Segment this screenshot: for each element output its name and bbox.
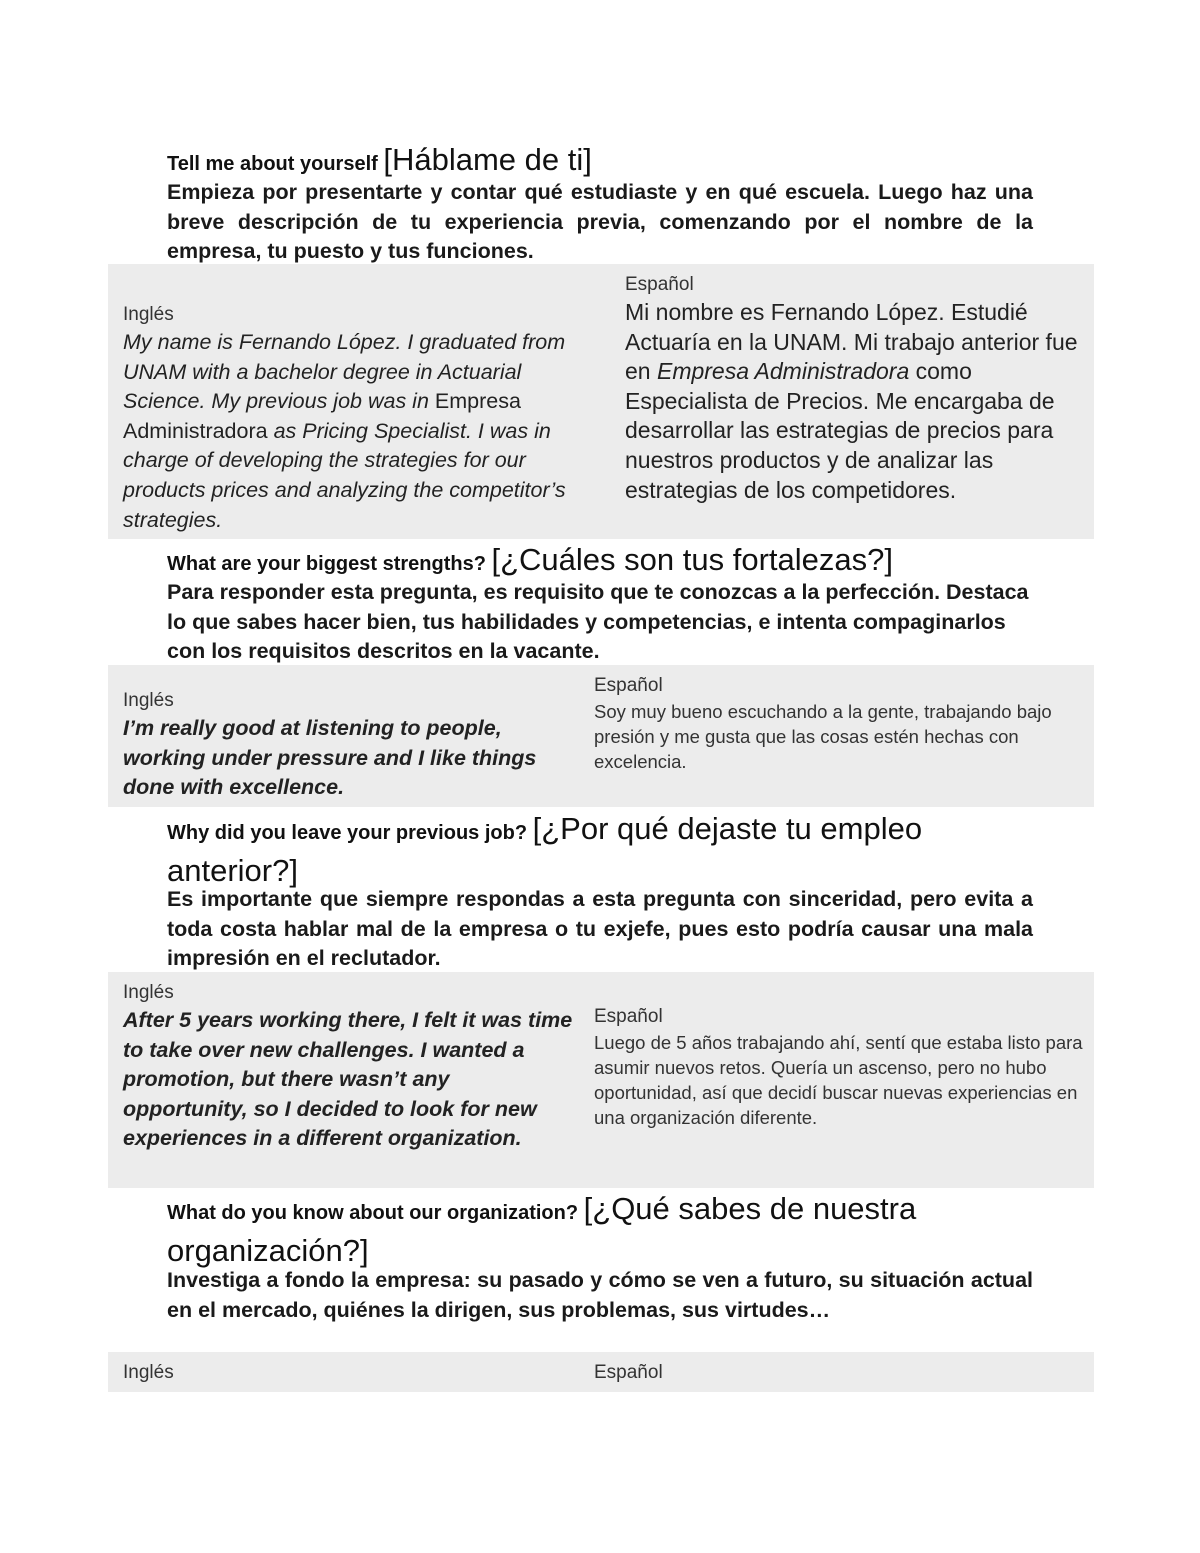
spanish-column: [594, 1360, 1084, 1386]
english-answer-text: as Pricing Specialist. I was in charge of developing the strategies for our products prices and analyzing the competitor’s strategies.: [123, 418, 566, 532]
english-column: [123, 688, 573, 803]
spanish-column: [594, 673, 1084, 774]
answer-band-4: [108, 1352, 1094, 1392]
question-intro-1: Empieza por presentarte y contar qué estudiaste y en qué escuela. Luego haz una breve descripción de tu experiencia previa, comenzando por el nombre de la empresa, tu puesto y tus funciones.: [167, 180, 1033, 264]
question-en: What do you know about our organization?: [167, 1202, 579, 1224]
question-intro-3: Es importante que siempre respondas a esta pregunta con sinceridad, pero evita a toda costa hablar mal de la empresa o tu exjefe, pues esto podría causar una mala impresión en el reclutador.: [167, 887, 1033, 971]
spanish-answer-text: como Especialista de Precios. Me encargaba de desarrollar las estrategias de precios para nuestros productos y de analizar las estrategias de los competidores.: [625, 358, 1055, 503]
english-label: Inglés: [123, 1362, 174, 1383]
spanish-answer-text: Mi nombre es Fernando López. Estudié Actuaría en la UNAM. Mi trabajo anterior fue en: [625, 299, 1078, 385]
english-answer: After 5 years working there, I felt it was time to take over new challenges. I wanted a promotion, but there wasn’t any opportunity, so I decided to look for new experiences in a different organization.: [123, 1008, 573, 1151]
question-es: [Háblame de ti]: [383, 142, 592, 177]
question-en: Tell me about yourself: [167, 153, 378, 175]
question-heading-2: [167, 541, 1037, 583]
spanish-label: Español: [594, 1006, 663, 1027]
spanish-label: Español: [594, 1362, 663, 1383]
question-intro-4: Investiga a fondo la empresa: su pasado y cómo se ven a futuro, su situación actual en el mercado, quiénes la dirigen, sus problemas, sus virtudes…: [167, 1268, 1033, 1322]
english-answer: I’m really good at listening to people, working under pressure and I like things done with excellence.: [123, 716, 537, 800]
question-heading-1: [167, 141, 1037, 183]
question-es: [¿Por qué dejaste tu empleo anterior?]: [167, 811, 923, 888]
spanish-column: [594, 1004, 1084, 1130]
english-answer-text: My name is Fernando López. I graduated from UNAM with a bachelor degree in Actuarial Science. My previous job was in: [123, 330, 566, 414]
english-label: Inglés: [123, 690, 174, 711]
answer-band-1: [108, 264, 1094, 539]
spanish-label: Español: [594, 675, 663, 696]
english-answer: [123, 328, 603, 535]
english-column: [123, 302, 603, 535]
spanish-label: Español: [625, 274, 694, 295]
question-heading-3: [167, 810, 1017, 894]
company-name: Empresa Administradora: [656, 358, 910, 385]
english-column: [123, 1360, 573, 1386]
question-es: [¿Qué sabes de nuestra organización?]: [167, 1191, 917, 1268]
question-heading-4: [167, 1190, 1017, 1274]
english-column: [123, 980, 573, 1154]
spanish-answer: Luego de 5 años trabajando ahí, sentí que estaba listo para asumir nuevos retos. Quería un ascenso, pero no hubo oportunidad, así que decidí buscar nuevas experiencias en una organización diferente.: [594, 1032, 1083, 1128]
english-label: Inglés: [123, 304, 174, 325]
spanish-column: [625, 272, 1087, 505]
english-label: Inglés: [123, 982, 174, 1003]
company-name: Empresa Administradora: [123, 389, 521, 443]
question-es: [¿Cuáles son tus fortalezas?]: [491, 542, 893, 577]
answer-band-2: [108, 665, 1094, 807]
question-en: Why did you leave your previous job?: [167, 822, 528, 844]
question-en: What are your biggest strengths?: [167, 553, 486, 575]
spanish-answer: [625, 298, 1087, 505]
answer-band-3: [108, 972, 1094, 1188]
question-intro-2: Para responder esta pregunta, es requisito que te conozcas a la perfección. Destaca lo que sabes hacer bien, tus habilidades y competencias, e intenta compaginarlos con los requisitos descritos en la vacante.: [167, 580, 1029, 664]
spanish-answer: Soy muy bueno escuchando a la gente, trabajando bajo presión y me gusta que las cosas estén hechas con excelencia.: [594, 701, 1052, 772]
